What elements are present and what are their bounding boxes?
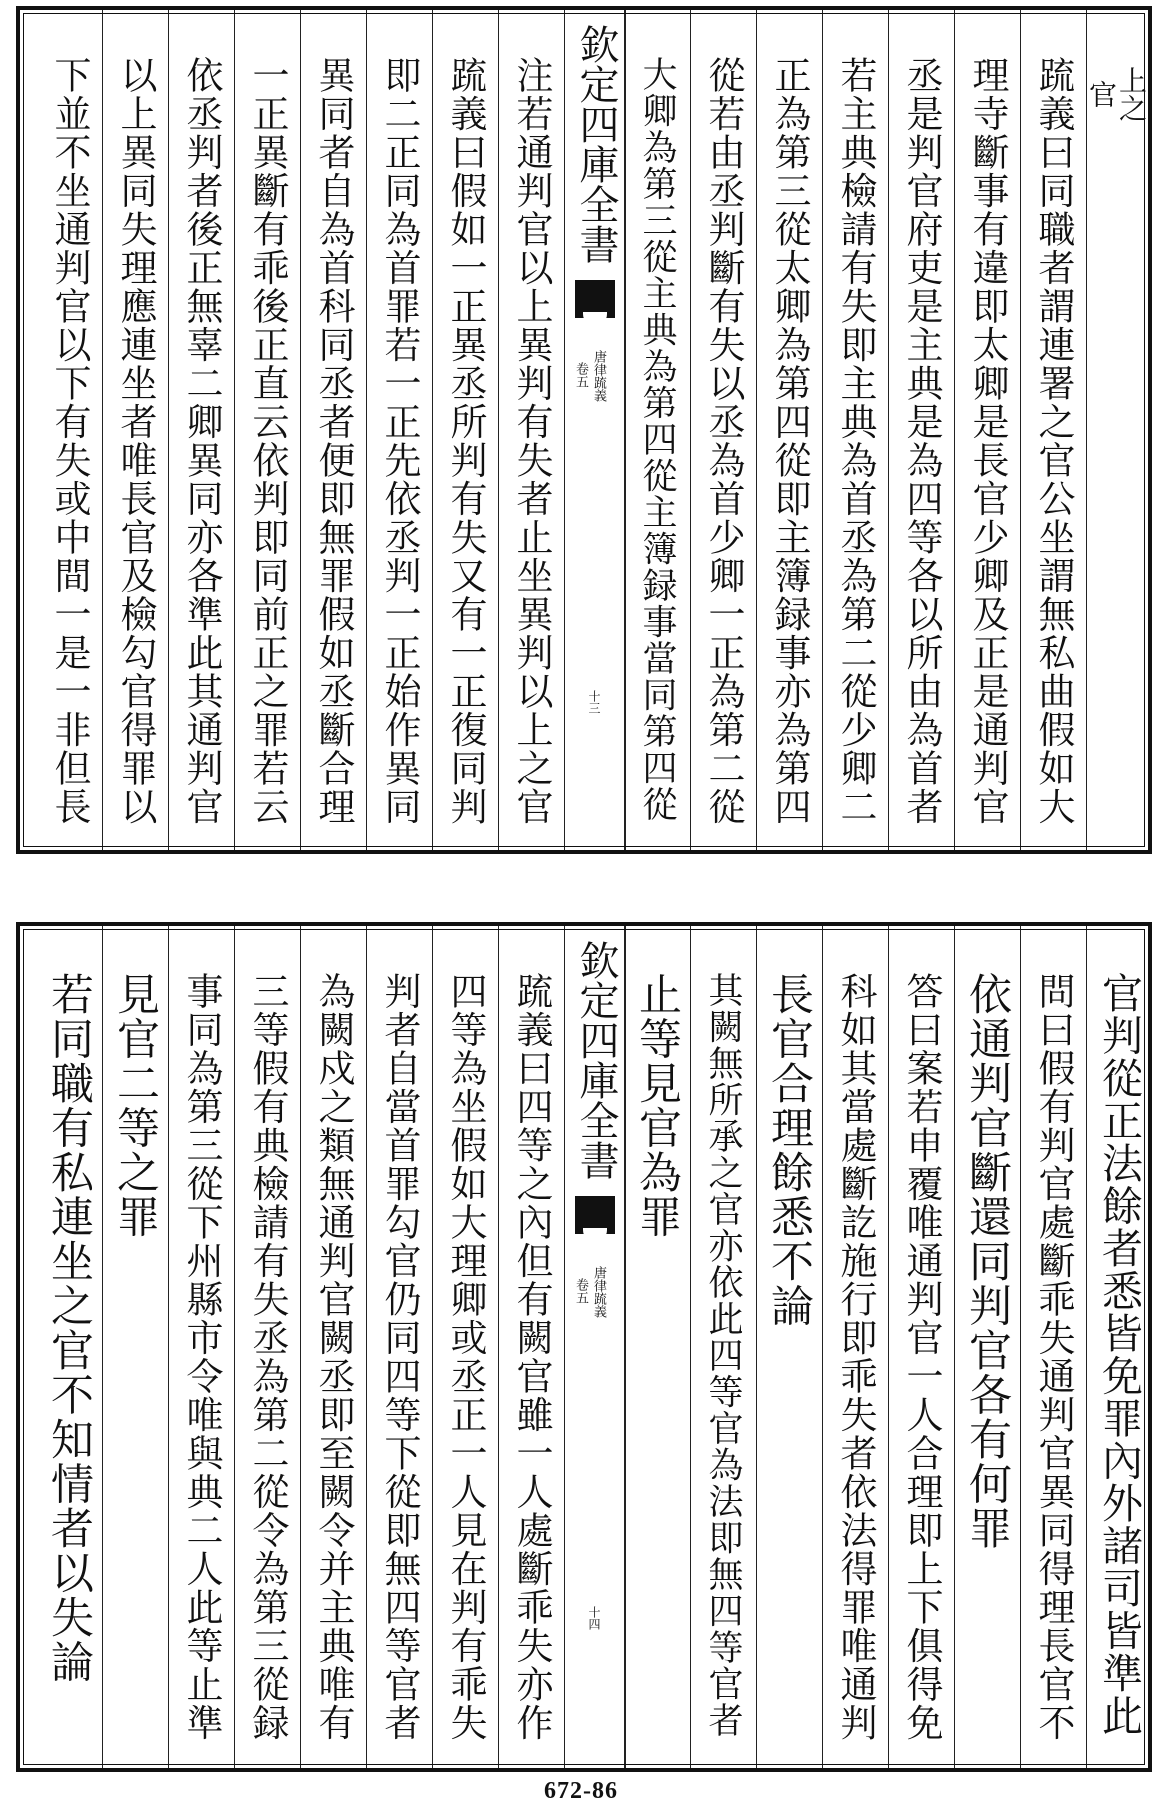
text-line: 四等為坐假如大理卿或丞正一人見在判有乖失 [444,972,487,1742]
gutter-book-title: 唐律䟽義 [591,1266,606,1318]
bottom-sheet [16,922,1152,1772]
page-number: 672-86 [544,1778,618,1804]
text-line: 注若通判官以上異判有失者止坐異判以上之官 [510,56,553,826]
text-column [954,926,1020,1768]
text-column [1020,926,1086,1768]
text-column [366,926,432,1768]
text-column [822,10,888,850]
text-column [102,10,168,850]
text-column [624,926,690,1768]
text-line: 從若由丞判斷有失以丞為首少卿一正為第二從 [702,56,745,826]
text-column [690,10,756,850]
text-line: 科如其當處斷訖施行即乖失者依法得罪唯通判 [834,972,877,1742]
text-column [168,10,234,850]
text-line: 官判從正法餘者悉皆免罪內外諸司皆準此 [1095,972,1143,1737]
fishtail-mark-icon [575,1196,615,1234]
text-line: 止等見官為罪 [632,972,682,1239]
text-column [756,926,822,1768]
text-line: 即二正同為首罪若一正先依丞判一正始作異同 [378,56,421,826]
gutter-title: 欽定四庫全書 [570,940,620,1180]
center-gutter [564,10,626,850]
text-line: 依通判官斷還同判官各有何罪 [962,972,1012,1551]
text-line: 䟽義曰同職者謂連署之官公坐謂無私曲假如大 [1032,56,1075,826]
heading-big: 上之 [1115,66,1148,122]
text-column [1086,926,1152,1768]
text-line: 理寺斷事有違即太卿是長官少卿及正是通判官 [966,56,1009,826]
text-column [36,10,102,850]
text-line: 正為第三從太卿為第四從即主簿録事亦為第四 [768,56,811,826]
text-line: 丞是判官府吏是主典是為四等各以所由為首者 [900,56,943,826]
gutter-book-title: 唐律䟽義 [591,350,606,402]
text-line: 答曰案若申覆唯通判官一人合理即上下俱得免 [900,972,943,1742]
text-line: 判者自當首罪勾官仍同四等下從即無四等官者 [378,972,421,1742]
text-column [36,926,102,1768]
text-line: 異同者自為首科同丞者便即無罪假如丞斷合理 [312,56,355,826]
text-column [822,926,888,1768]
gutter-volume: 卷五 [573,362,588,388]
text-column [234,926,300,1768]
text-column [300,926,366,1768]
text-line: 見官二等之罪 [110,972,160,1239]
text-line: 依丞判者後正無辜二卿異同亦各準此其通判官 [180,56,223,826]
gutter-volume: 卷五 [573,1278,588,1304]
text-column [234,10,300,850]
text-line: 其闕無所承之官亦依此四等官為法即無四等官者 [703,972,743,1739]
text-column [954,10,1020,850]
text-column [888,926,954,1768]
center-gutter [564,926,626,1768]
text-column [300,10,366,850]
text-column [756,10,822,850]
text-line: 為闕戍之類無通判官闕丞即至闕令并主典唯有 [312,972,355,1742]
gutter-title: 欽定四庫全書 [570,24,620,264]
text-column [888,10,954,850]
top-sheet [16,6,1152,854]
heading-column [1086,10,1152,850]
text-line: 問曰假有判官處斷乖失通判官異同得理長官不 [1032,972,1075,1742]
text-line: 若主典檢請有失即主典為首丞為第二從少卿二 [834,56,877,826]
text-line: 以上異同失理應連坐者唯長官及檢勾官得罪以 [114,56,157,826]
text-column [432,10,498,850]
text-column [366,10,432,850]
text-column [498,10,564,850]
text-line: 三等假有典檢請有失丞為第二從令為第三從録 [246,972,289,1742]
text-line: 大卿為第三從主典為第四從主簿録事當同第四從 [637,56,677,823]
text-line: 一正異斷有乖後正直云依判即同前正之罪若云 [246,56,289,826]
text-column [1020,10,1086,850]
text-line: 事同為第三從下州縣市令唯與典二人此等止準 [180,972,223,1742]
text-line: 䟽義曰假如一正異丞所判有失又有一正復同判 [444,56,487,826]
gutter-page-number: 十三 [587,690,601,714]
text-column [624,10,690,850]
text-column [432,926,498,1768]
text-column [168,926,234,1768]
gutter-page-number: 十四 [587,1606,601,1630]
text-column [102,926,168,1768]
text-column [498,926,564,1768]
text-line: 若同職有私連坐之官不知情者以失論 [44,972,94,1684]
text-line: 䟽義曰四等之內但有闕官雖一人處斷乖失亦作 [510,972,553,1742]
fishtail-mark-icon [575,280,615,318]
heading-small: 官 [1085,80,1118,108]
text-line: 下並不坐通判官以下有失或中間一是一非但長 [48,56,91,826]
text-line: 長官合理餘悉不論 [764,972,814,1328]
text-column [690,926,756,1768]
